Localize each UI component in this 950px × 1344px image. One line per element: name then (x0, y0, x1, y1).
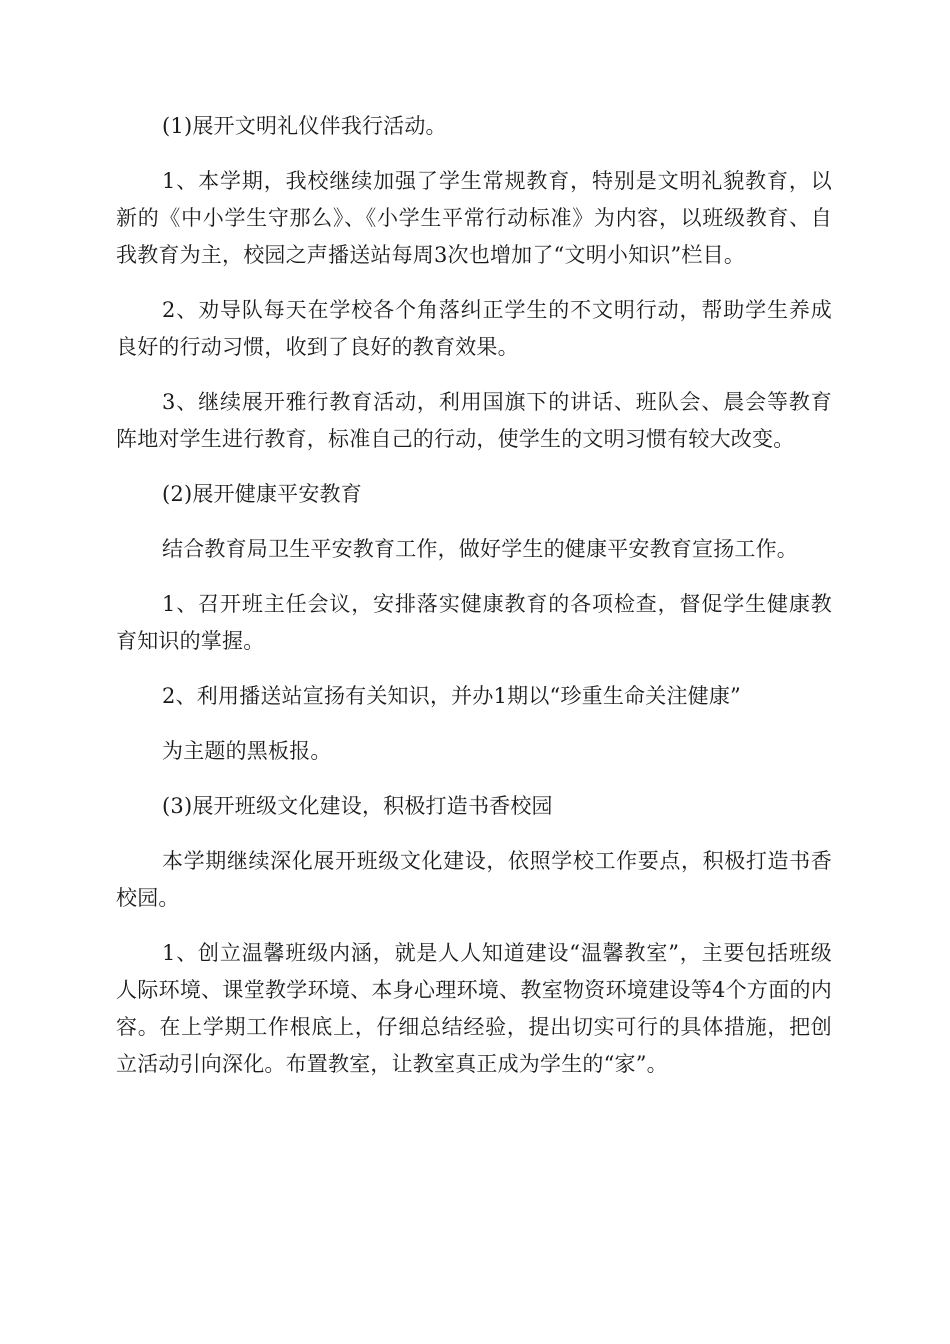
paragraph: 2、劝导队每天在学校各个角落纠正学生的不文明行动，帮助学生养成良好的行动习惯，收到了良好的教育效果。 (116, 298, 832, 359)
paragraph: 2、利用播送站宣扬有关知识，并办1期以“珍重生命关注健康” (162, 684, 741, 708)
paragraph: 本学期继续深化展开班级文化建设，依照学校工作要点，积极打造书香校园。 (116, 849, 832, 910)
section-heading-3: (3)展开班级文化建设，积极打造书香校园 (162, 794, 553, 818)
paragraph: 1、召开班主任会议，安排落实健康教育的各项检查，督促学生健康教育知识的掌握。 (116, 592, 832, 653)
paragraph: 为主题的黑板报。 (162, 739, 332, 763)
document-body (116, 108, 832, 1101)
paragraph: 3、继续展开雅行教育活动，利用国旗下的讲话、班队会、晨会等教育阵地对学生进行教育，标准自己的行动，使学生的文明习惯有较大改变。 (116, 390, 832, 451)
paragraph: 1、创立温馨班级内涵，就是人人知道建设“温馨教室”，主要包括班级人际环境、课堂教学环境、本身心理环境、教室物资环境建设等4个方面的内容。在上学期工作根底上，仔细总结经验，提出切实可行的具体措施，把创立活动引向深化。布置教室，让教室真正成为学生的“家”。 (116, 941, 832, 1076)
paragraph: 1、本学期，我校继续加强了学生常规教育，特别是文明礼貌教育，以新的《中小学生守那么》、《小学生平常行动标准》为内容，以班级教育、自我教育为主，校园之声播送站每周3次也增加了“文明小知识”栏目。 (116, 169, 832, 267)
section-heading-2: (2)展开健康平安教育 (162, 482, 362, 506)
section-heading-1: (1)展开文明礼仪伴我行活动。 (162, 114, 447, 138)
paragraph: 结合教育局卫生平安教育工作，做好学生的健康平安教育宣扬工作。 (162, 537, 798, 561)
